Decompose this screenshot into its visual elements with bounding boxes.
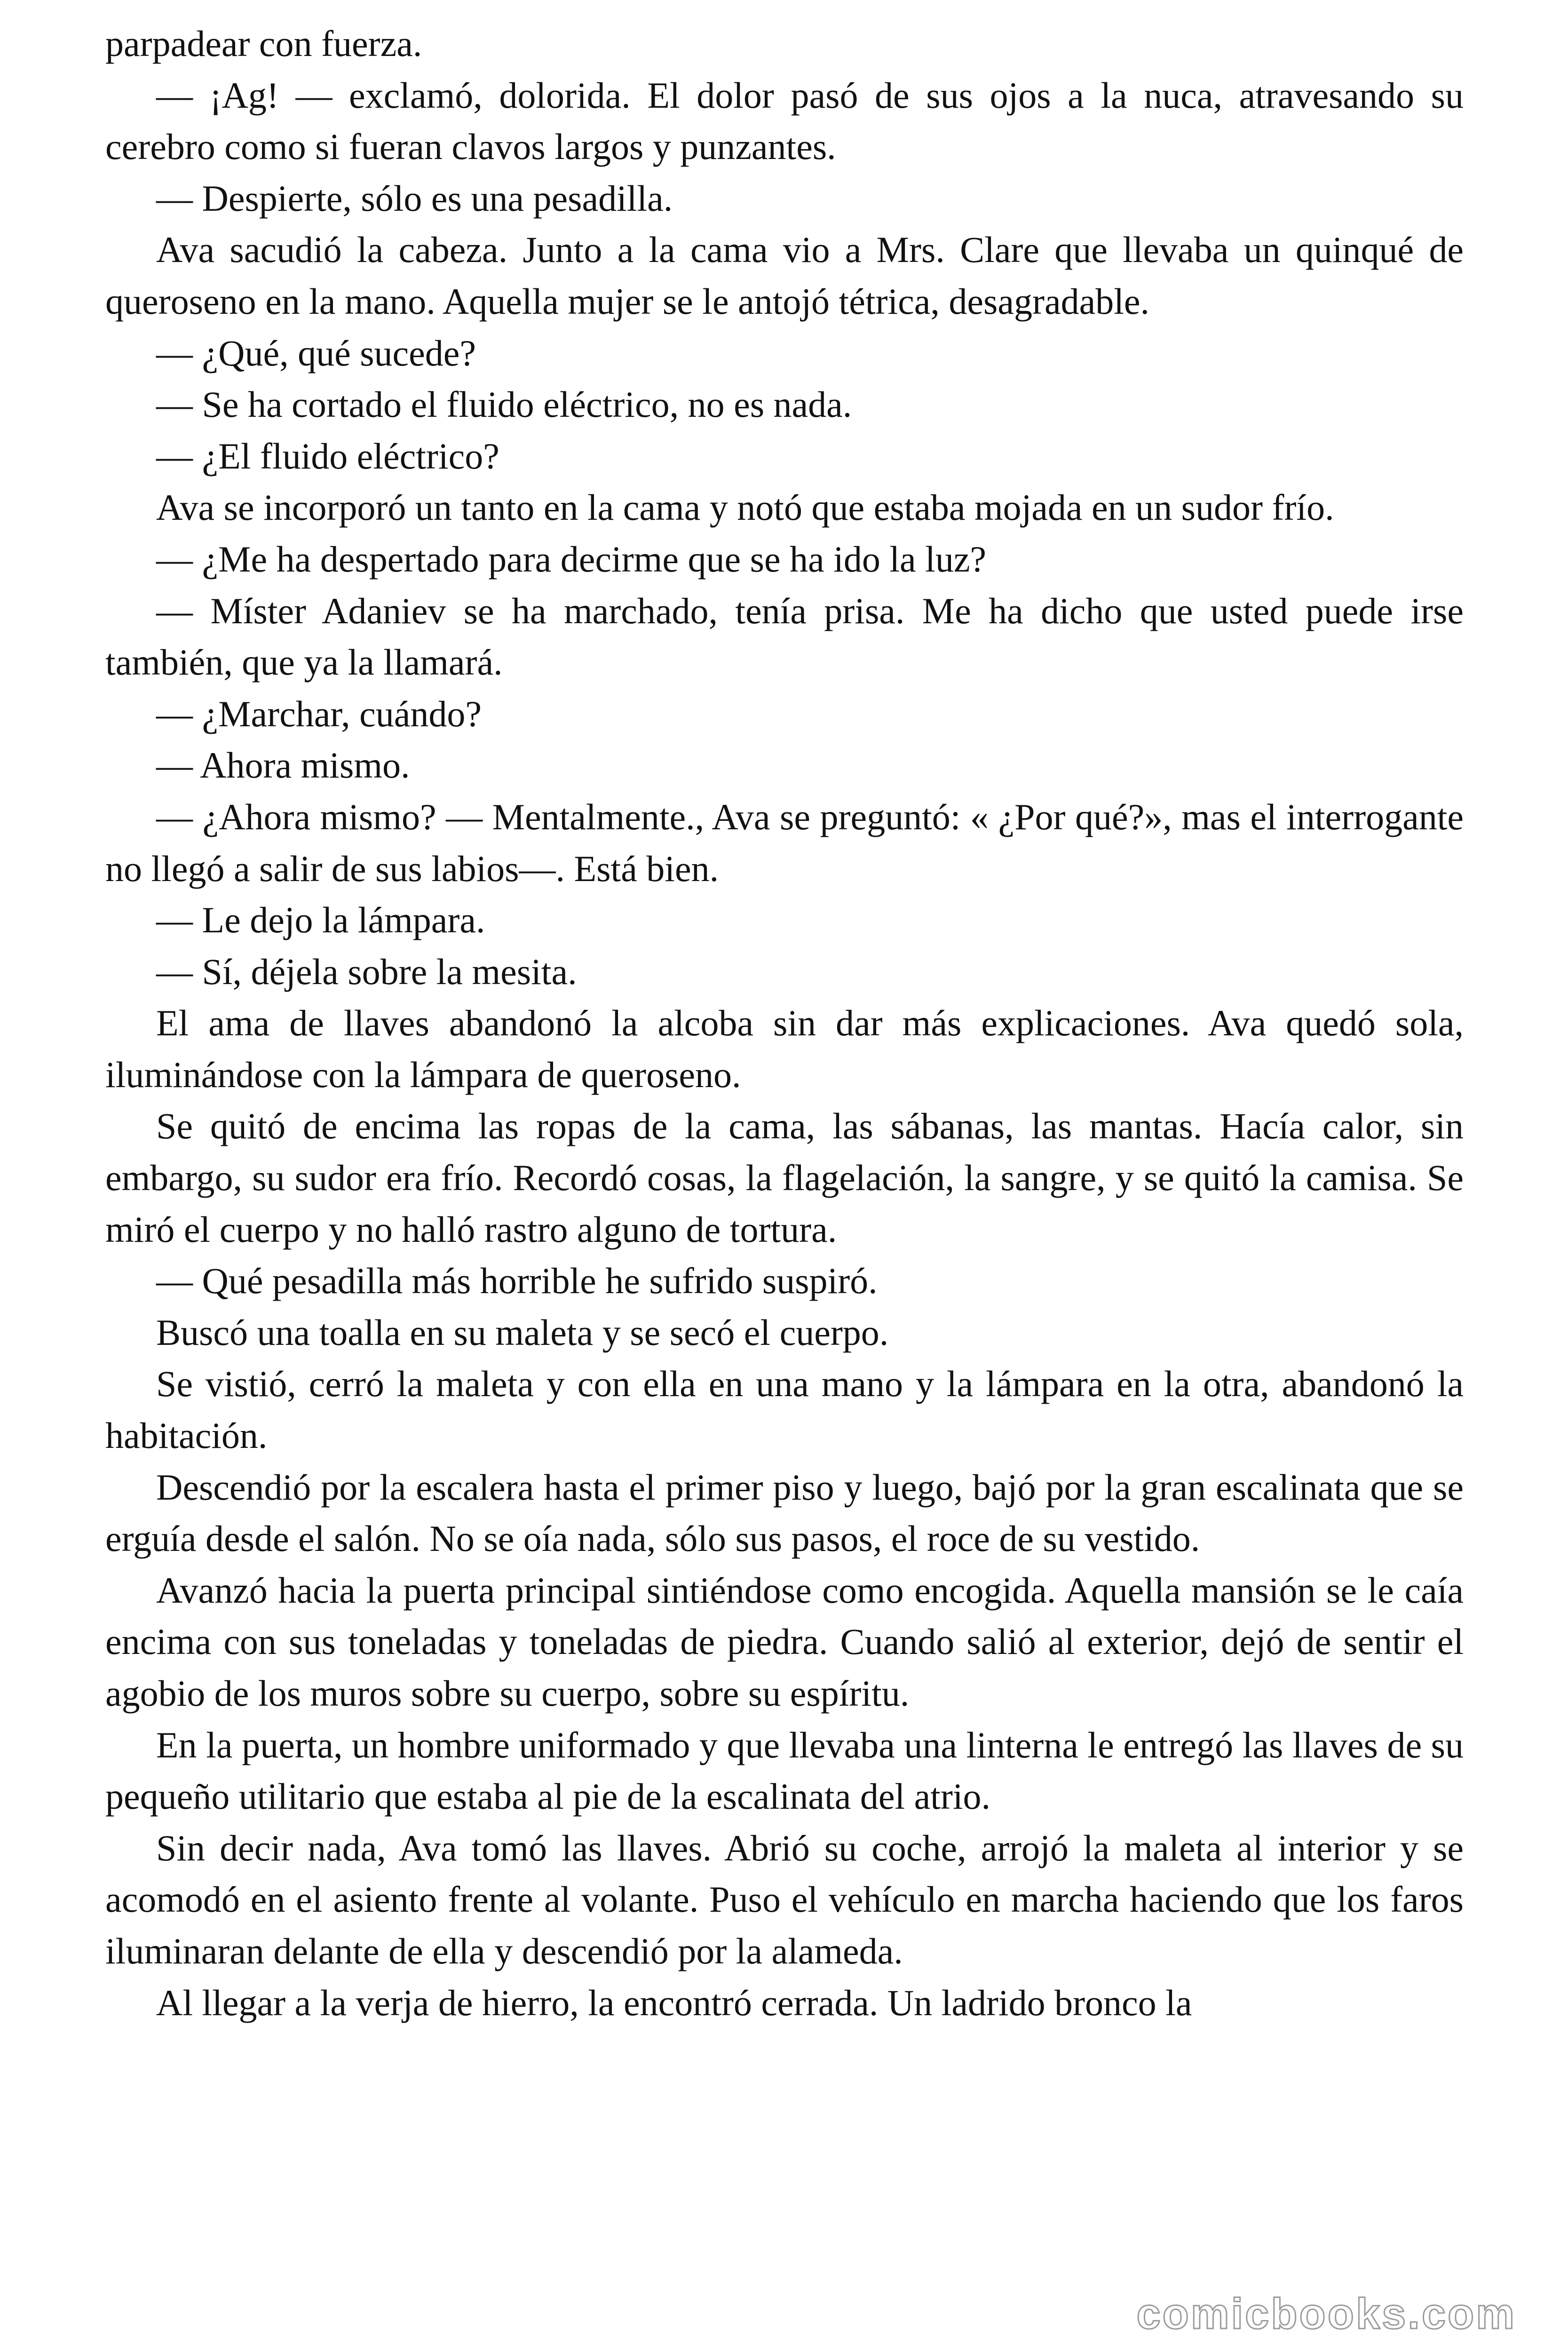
paragraph: parpadear con fuerza. (105, 23, 422, 64)
paragraph: Descendió por la escalera hasta el primer piso y luego, bajó por la gran escalinata que se erguía desde el salón. No se oía nada, sólo sus pasos, el roce de su vestido. (105, 1466, 1464, 1559)
watermark-logo: comicbooks.com (1136, 2290, 1516, 2338)
paragraph: En la puerta, un hombre uniformado y que llevaba una linterna le entregó las llaves de su pequeño utilitario que estaba al pie de la escalinata del atrio. (105, 1724, 1464, 1817)
paragraph: — Míster Adaniev se ha marchado, tenía prisa. Me ha dicho que usted puede irse también, que ya la llamará. (105, 590, 1464, 683)
paragraph: Avanzó hacia la puerta principal sintiéndose como encogida. Aquella mansión se le caía encima con sus toneladas y toneladas de piedra. Cuando salió al exterior, dejó de sentir el agobio de los muros sobre su cuerpo, sobre su espíritu. (105, 1569, 1464, 1714)
paragraph: — Sí, déjela sobre la mesita. (156, 951, 577, 992)
paragraph: Se vistió, cerró la maleta y con ella en una mano y la lámpara en la otra, abandonó la habitación. (105, 1363, 1464, 1456)
paragraph: — ¡Ag! — exclamó, dolorida. El dolor pasó de sus ojos a la nuca, atravesando su cerebro como si fueran clavos largos y punzantes. (105, 74, 1464, 167)
paragraph: Sin decir nada, Ava tomó las llaves. Abrió su coche, arrojó la maleta al interior y se acomodó en el asiento frente al volante. Puso el vehículo en marcha haciendo que los faros iluminaran delante de ella y descendió por la alameda. (105, 1827, 1464, 1971)
paragraph: Ava sacudió la cabeza. Junto a la cama vio a Mrs. Clare que llevaba un quinqué de queroseno en la mano. Aquella mujer se le antojó tétrica, desagradable. (105, 229, 1464, 322)
paragraph: — ¿El fluido eléctrico? (156, 435, 499, 477)
paragraph: Buscó una toalla en su maleta y se secó el cuerpo. (156, 1311, 889, 1353)
paragraph: — Despierte, sólo es una pesadilla. (156, 177, 673, 219)
paragraph: — Qué pesadilla más horrible he sufrido suspiró. (156, 1260, 878, 1302)
paragraph: — Se ha cortado el fluido eléctrico, no es nada. (156, 384, 852, 425)
paragraph: Ava se incorporó un tanto en la cama y notó que estaba mojada en un sudor frío. (156, 487, 1334, 528)
paragraph: — ¿Ahora mismo? — Mentalmente., Ava se preguntó: « ¿Por qué?», mas el interrogante no llegó a salir de sus labios—. Está bien. (105, 796, 1464, 889)
paragraph: — Le dejo la lámpara. (156, 899, 485, 941)
paragraph: Al llegar a la verja de hierro, la encontró cerrada. Un ladrido bronco la (156, 1982, 1192, 2023)
paragraph: — ¿Qué, qué sucede? (156, 332, 476, 373)
paragraph: — ¿Me ha despertado para decirme que se ha ido la luz? (156, 538, 987, 580)
paragraph: Se quitó de encima las ropas de la cama, las sábanas, las mantas. Hacía calor, sin embargo, su sudor era frío. Recordó cosas, la flagelación, la sangre, y se quitó la camisa. Se miró el cuerpo y no halló rastro alguno de tortura. (105, 1105, 1464, 1250)
paragraph: — Ahora mismo. (156, 745, 410, 786)
page-text (105, 18, 1464, 2028)
paragraph: El ama de llaves abandonó la alcoba sin dar más explicaciones. Ava quedó sola, iluminándose con la lámpara de queroseno. (105, 1002, 1464, 1095)
paragraph: — ¿Marchar, cuándo? (156, 693, 482, 734)
